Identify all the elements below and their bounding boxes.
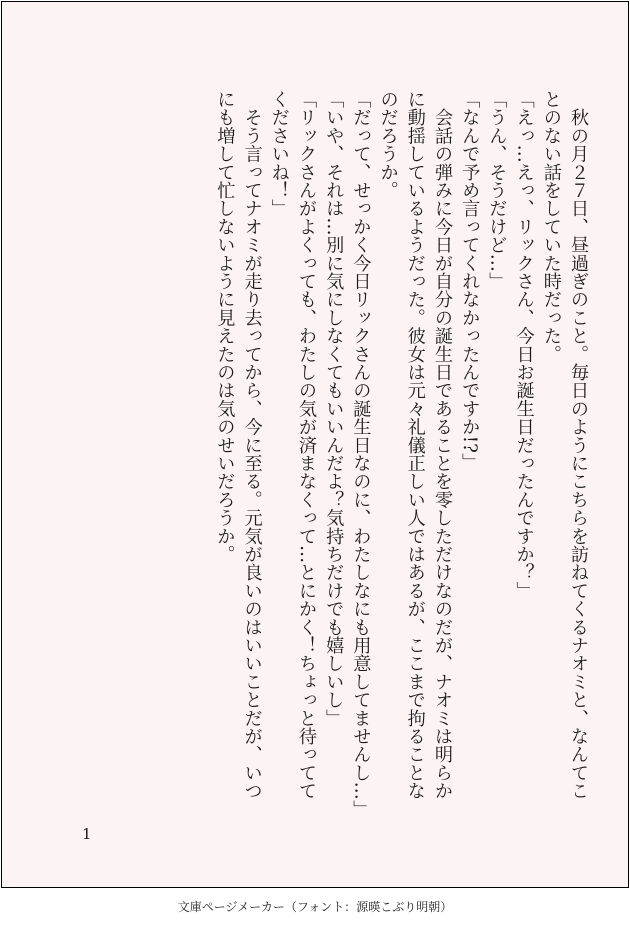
paragraph-4: 「なんで予め言ってくれなかったんですか!?」 [459,90,481,472]
paragraph-6: 「だって、せっかく今日リックさんの誕生日なのに、わたしなにも用意してませんし…」 [350,90,372,818]
book-page [1,1,629,888]
footer-credit: 文庫ページメーカー（フォント：源暎こぶり明朝） [177,900,453,914]
paragraph-9: そう言ってナオミが走り去ってから、今に至る。元気が良いのはいいことだが、いつにも増して忙しないように見えたのは気のせいだろうか。 [214,90,263,800]
paragraph-5: 会話の弾みに今日が自分の誕生日であることを零しただけなのだが、ナオミは明らかに動揺しているようだった。彼女は元々礼儀正しい人ではあるが、ここまで拘ることなのだろうか。 [377,90,453,800]
page-number: 1 [82,825,92,843]
paragraph-7: 「いや、それは…別に気にしなくてもいいんだよ？気持ちだけでも嬉しいし」 [323,90,345,727]
vertical-body-text [211,90,592,818]
paragraph-3: 「うん、そうだけど…」 [486,90,508,291]
paragraph-8: 「リックさんがよくっても、わたしの気が済まなくって…とにかく！ちょっと待っててくださいね！」 [268,90,317,800]
paragraph-2: 「えっ…えっ、リックさん、今日お誕生日だったんですか？」 [513,90,535,600]
paragraph-1: 秋の月２７日、昼過ぎのこと。毎日のようにこちらを訪ねてくるナオミと、なんてことのない話をしていた時だった。 [540,90,589,800]
